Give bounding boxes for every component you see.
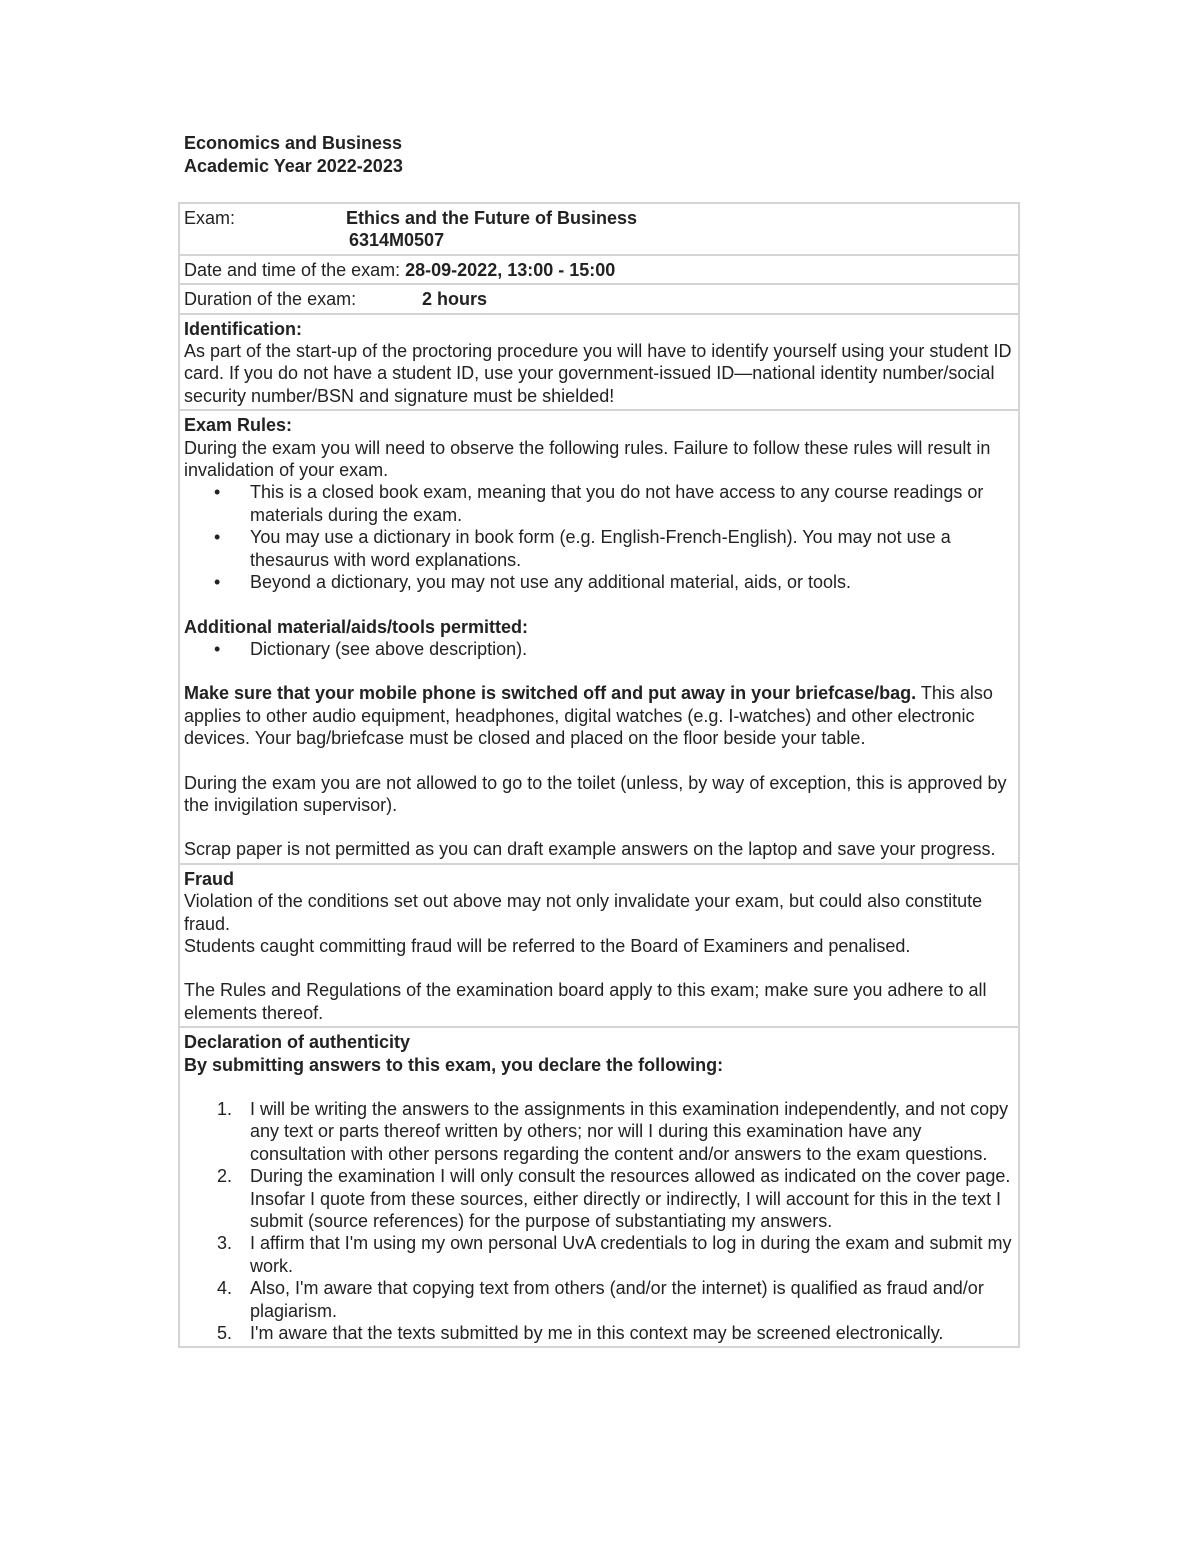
- list-text: During the examination I will only consult the resources allowed as indicated on the cover page. Insofar I quote from these sources, either directly or indirectly, I will account for this in the text I submit (source references) for the purpose of substantiating my answers.: [250, 1166, 1011, 1232]
- aids-list: [184, 638, 1014, 660]
- exam-date-value: 28-09-2022, 13:00 - 15:00: [405, 259, 616, 280]
- list-number: 5.: [217, 1323, 233, 1344]
- exam-duration-label: Duration of the exam:: [184, 289, 357, 310]
- faculty-name: Economics and Business: [184, 133, 403, 153]
- exam-label: Exam:: [184, 208, 236, 228]
- fraud-text-2: Students caught committing fraud will be referred to the Board of Examiners and penalised.: [184, 935, 911, 956]
- academic-year: Academic Year 2022-2023: [184, 156, 403, 176]
- declaration-section: [180, 1028, 1018, 1346]
- exam-rules-intro: During the exam you will need to observe the following rules. Failure to follow these rules will result in invalidation of your exam.: [184, 437, 991, 481]
- phone-rule-bold: Make sure that your mobile phone is switched off and put away in your briefcase/bag.: [184, 683, 917, 704]
- list-item: [184, 1277, 1014, 1322]
- fraud-text-3: The Rules and Regulations of the examination board apply to this exam; make sure you adhere to all elements thereof.: [184, 980, 987, 1023]
- list-item: [184, 1098, 1014, 1165]
- list-item: [184, 1165, 1014, 1232]
- list-number: 4.: [217, 1278, 233, 1299]
- list-number: 1.: [217, 1099, 233, 1119]
- exam-rules-heading: Exam Rules:: [184, 415, 293, 436]
- phone-rule-text: This also applies to other audio equipment, headphones, digital watches (e.g. I-watches) and other electronic devices. Your bag/briefcase must be closed and placed on the floor beside your table.: [184, 683, 993, 749]
- list-item: [184, 1322, 1014, 1344]
- fraud-section: [180, 865, 1018, 1028]
- list-item: [184, 1232, 1014, 1277]
- list-item: • You may use a dictionary in book form (e.g. English-French-English). You may not use a thesaurus with word explanations.: [184, 526, 1014, 571]
- declaration-subheading: By submitting answers to this exam, you declare the following:: [184, 1054, 724, 1075]
- identification-text: As part of the start-up of the proctoring procedure you will have to identify yourself using your student ID card. If you do not have a student ID, use your government-issued ID—national identity number/social security number/BSN and signature must be shielded!: [184, 341, 1012, 406]
- exam-rules-section: [180, 411, 1018, 865]
- declaration-list: [184, 1098, 1014, 1344]
- list-text: I will be writing the answers to the assignments in this examination independently, and not copy any text or parts thereof written by others; nor will I during this examination have any consultation with other persons regarding the content and/or answers to the exam questions.: [250, 1099, 1009, 1164]
- exam-date-row: [180, 256, 1018, 285]
- exam-title-block: [346, 207, 637, 252]
- exam-row: [180, 204, 1018, 256]
- fraud-heading: Fraud: [184, 868, 235, 889]
- declaration-heading: Declaration of authenticity: [184, 1032, 411, 1053]
- exam-rules-list: [184, 481, 1014, 593]
- list-text: I'm aware that the texts submitted by me in this context may be screened electronically.: [250, 1323, 944, 1344]
- aids-heading: Additional material/aids/tools permitted:: [184, 616, 529, 637]
- list-number: 3.: [217, 1233, 233, 1254]
- exam-date-label: Date and time of the exam:: [184, 259, 401, 280]
- exam-info-table: [178, 202, 1020, 1348]
- exam-code: 6314M0507: [349, 230, 445, 251]
- list-number: 2.: [217, 1166, 233, 1187]
- phone-rule: [184, 682, 1014, 749]
- exam-duration-value: 2 hours: [422, 289, 488, 310]
- exam-duration-row: [180, 285, 1018, 314]
- identification-section: [180, 315, 1018, 412]
- list-item: • This is a closed book exam, meaning that you do not have access to any course readings or materials during the exam.: [184, 481, 1014, 526]
- exam-title: Ethics and the Future of Business: [346, 208, 638, 228]
- fraud-text-1: Violation of the conditions set out above may not only invalidate your exam, but could also constitute fraud.: [184, 891, 983, 934]
- list-item: • Dictionary (see above description).: [184, 638, 1014, 660]
- scrap-paper-rule: Scrap paper is not permitted as you can draft example answers on the laptop and save your progress.: [184, 839, 996, 860]
- list-text: Also, I'm aware that copying text from others (and/or the internet) is qualified as fraud and/or plagiarism.: [250, 1278, 984, 1321]
- list-item: • Beyond a dictionary, you may not use any additional material, aids, or tools.: [184, 571, 1014, 593]
- toilet-rule: During the exam you are not allowed to go to the toilet (unless, by way of exception, this is approved by the invigilation supervisor).: [184, 772, 1007, 815]
- list-text: I affirm that I'm using my own personal UvA credentials to log in during the exam and submit my work.: [250, 1233, 1012, 1276]
- identification-heading: Identification:: [184, 318, 302, 339]
- document-header: [184, 132, 403, 178]
